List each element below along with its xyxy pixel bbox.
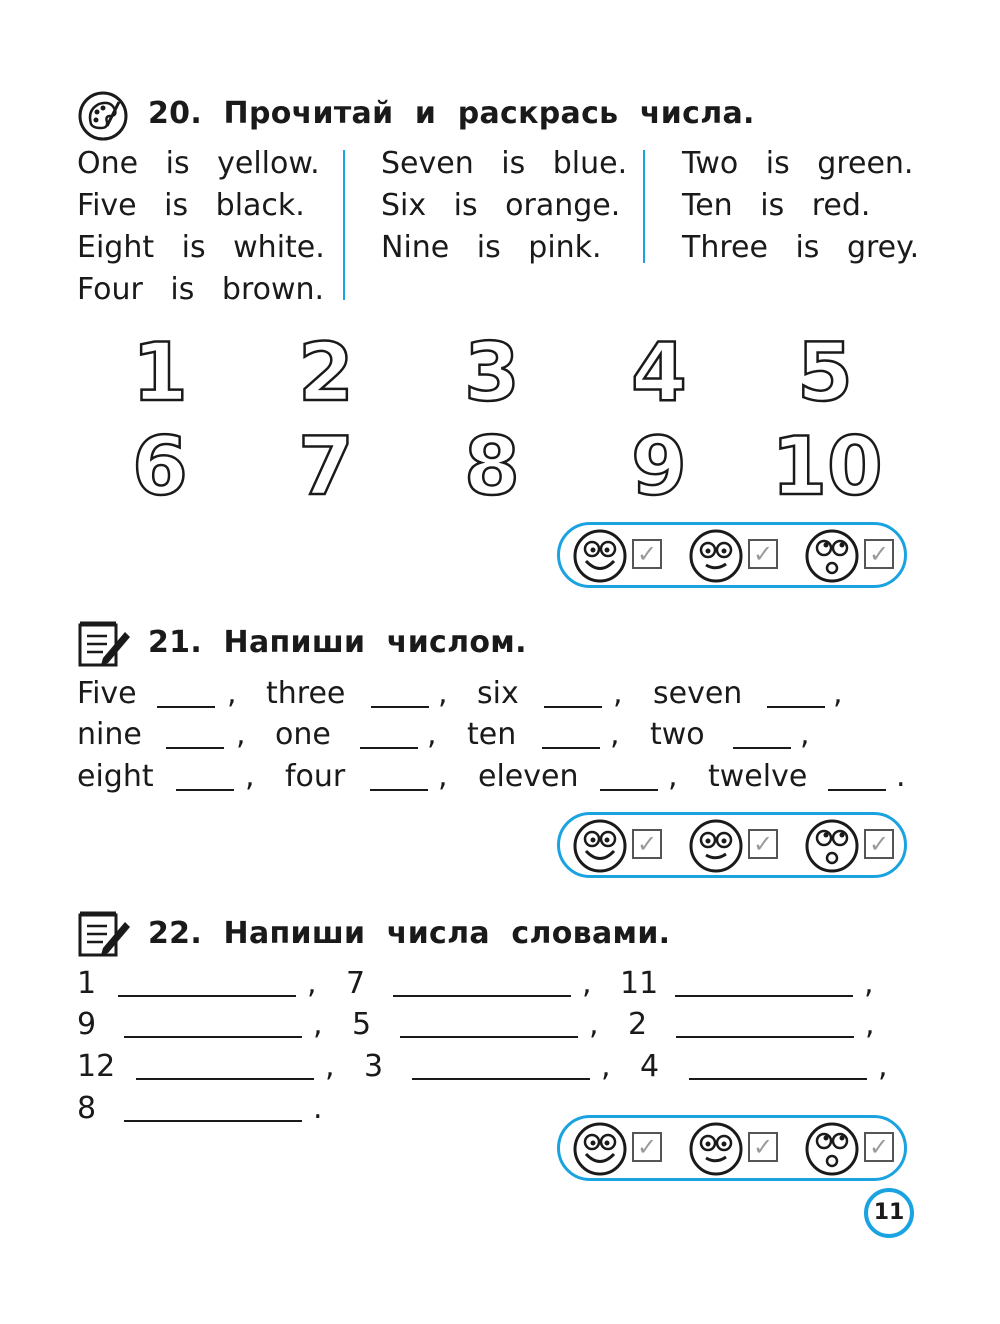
comma: , — [313, 1007, 323, 1042]
comma: , — [227, 676, 237, 711]
answer-line[interactable] — [136, 1078, 314, 1080]
comma: , — [325, 1049, 335, 1084]
checkbox-happy[interactable]: ✓ — [632, 829, 662, 859]
worried-face-icon — [804, 1121, 860, 1177]
number-2: 2 — [628, 1007, 648, 1042]
comma: , — [833, 676, 843, 711]
comma: , — [601, 1049, 611, 1084]
number-12: 12 — [77, 1049, 116, 1084]
word-twelve: twelve — [708, 759, 808, 794]
word-seven: seven — [653, 676, 743, 711]
answer-blank[interactable] — [767, 706, 825, 708]
checkbox-happy[interactable]: ✓ — [632, 1132, 662, 1162]
self-check-box — [557, 1115, 907, 1181]
ex20-col2-line-2: Six is orange. — [381, 188, 621, 223]
ex20-col1-line-2: Five is black. — [77, 188, 305, 223]
answer-blank[interactable] — [828, 789, 886, 791]
outline-number-9[interactable]: 9 — [631, 420, 687, 513]
outline-number-2[interactable]: 2 — [298, 326, 354, 419]
number-7: 7 — [346, 966, 366, 1001]
word-three: three — [266, 676, 346, 711]
word-one: one — [275, 717, 331, 752]
column-divider — [643, 150, 645, 263]
checkbox-worried[interactable]: ✓ — [864, 829, 894, 859]
exercise-21-title: 21. Напиши числом. — [148, 625, 527, 660]
answer-line[interactable] — [676, 1036, 854, 1038]
word-five: Five — [77, 676, 137, 711]
ex20-col1-line-1: One is yellow. — [77, 146, 320, 181]
comma: , — [610, 717, 620, 752]
exercise-22-title: 22. Напиши числа словами. — [148, 916, 671, 951]
notepad-pencil-icon — [77, 910, 131, 958]
word-ten: ten — [467, 717, 517, 752]
comma: , — [245, 759, 255, 794]
comma: , — [438, 676, 448, 711]
ex20-col1-line-4: Four is brown. — [77, 272, 325, 307]
comma: , — [668, 759, 678, 794]
number-8: 8 — [77, 1091, 97, 1126]
checkbox-neutral[interactable]: ✓ — [748, 1132, 778, 1162]
neutral-face-icon — [688, 1121, 744, 1177]
word-eight: eight — [77, 759, 154, 794]
worried-face-icon — [804, 818, 860, 874]
comma: , — [582, 966, 592, 1001]
word-eleven: eleven — [478, 759, 579, 794]
neutral-face-icon — [688, 528, 744, 584]
checkbox-happy[interactable]: ✓ — [632, 539, 662, 569]
answer-line[interactable] — [412, 1078, 590, 1080]
answer-blank[interactable] — [166, 747, 224, 749]
checkbox-worried[interactable]: ✓ — [864, 539, 894, 569]
answer-line[interactable] — [393, 995, 571, 997]
notepad-pencil-icon — [77, 620, 131, 668]
checkbox-neutral[interactable]: ✓ — [748, 539, 778, 569]
answer-blank[interactable] — [544, 706, 602, 708]
self-check-box — [557, 812, 907, 878]
word-four: four — [285, 759, 346, 794]
answer-line[interactable] — [118, 995, 296, 997]
answer-line[interactable] — [400, 1036, 578, 1038]
answer-line[interactable] — [124, 1036, 302, 1038]
outline-number-4[interactable]: 4 — [631, 326, 687, 419]
self-check-box — [557, 522, 907, 588]
outline-number-3[interactable]: 3 — [464, 326, 520, 419]
happy-face-icon — [572, 1121, 628, 1177]
answer-blank[interactable] — [176, 789, 234, 791]
period: . — [313, 1091, 323, 1126]
comma: , — [800, 717, 810, 752]
answer-blank[interactable] — [371, 706, 429, 708]
outline-number-10[interactable]: 10 — [771, 420, 883, 513]
answer-blank[interactable] — [600, 789, 658, 791]
ex20-col2-line-3: Nine is pink. — [381, 230, 602, 265]
answer-blank[interactable] — [542, 747, 600, 749]
period: . — [896, 759, 906, 794]
answer-line[interactable] — [689, 1078, 867, 1080]
checkbox-neutral[interactable]: ✓ — [748, 829, 778, 859]
worried-face-icon — [804, 528, 860, 584]
comma: , — [865, 1007, 875, 1042]
ex20-col3-line-2: Ten is red. — [682, 188, 871, 223]
happy-face-icon — [572, 818, 628, 874]
comma: , — [589, 1007, 599, 1042]
page-number: 11 — [864, 1188, 914, 1238]
outline-number-8[interactable]: 8 — [464, 420, 520, 513]
outline-number-7[interactable]: 7 — [298, 420, 354, 513]
checkbox-worried[interactable]: ✓ — [864, 1132, 894, 1162]
answer-blank[interactable] — [157, 706, 215, 708]
answer-blank[interactable] — [360, 747, 418, 749]
outline-number-1[interactable]: 1 — [132, 326, 188, 419]
comma: , — [613, 676, 623, 711]
word-nine: nine — [77, 717, 142, 752]
number-5: 5 — [352, 1007, 372, 1042]
answer-line[interactable] — [124, 1120, 302, 1122]
comma: , — [236, 717, 246, 752]
answer-line[interactable] — [675, 995, 853, 997]
number-9: 9 — [77, 1007, 97, 1042]
outline-number-6[interactable]: 6 — [132, 420, 188, 513]
comma: , — [307, 966, 317, 1001]
comma: , — [427, 717, 437, 752]
answer-blank[interactable] — [733, 747, 791, 749]
ex20-col2-line-1: Seven is blue. — [381, 146, 628, 181]
word-six: six — [477, 676, 519, 711]
comma: , — [438, 759, 448, 794]
ex20-col3-line-3: Three is grey. — [682, 230, 920, 265]
ex20-col1-line-3: Eight is white. — [77, 230, 325, 265]
ex20-col3-line-1: Two is green. — [682, 146, 914, 181]
neutral-face-icon — [688, 818, 744, 874]
exercise-20-title: 20. Прочитай и раскрась числа. — [148, 96, 755, 131]
column-divider — [343, 150, 345, 300]
comma: , — [864, 966, 874, 1001]
outline-number-5[interactable]: 5 — [797, 326, 853, 419]
word-two: two — [650, 717, 705, 752]
palette-icon — [77, 90, 129, 142]
number-3: 3 — [364, 1049, 384, 1084]
happy-face-icon — [572, 528, 628, 584]
comma: , — [878, 1049, 888, 1084]
number-4: 4 — [640, 1049, 660, 1084]
answer-blank[interactable] — [370, 789, 428, 791]
number-1: 1 — [77, 966, 97, 1001]
number-11: 11 — [620, 966, 659, 1001]
